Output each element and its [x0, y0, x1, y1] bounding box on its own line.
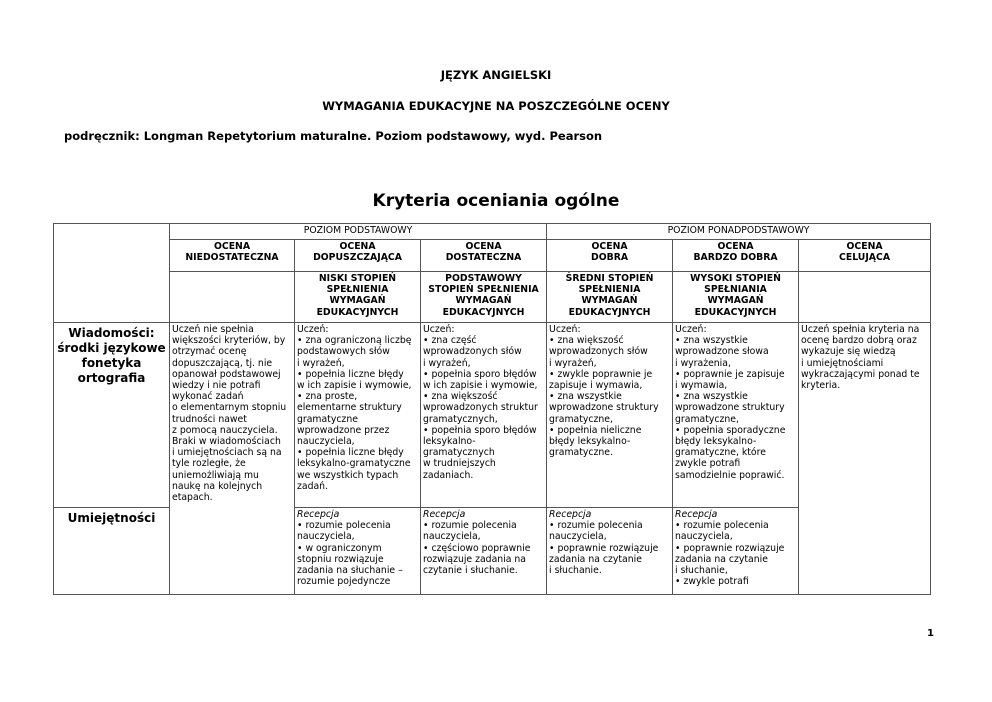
grade-header-line: OCENA: [846, 241, 883, 252]
grade-fail-description-line: etapach.: [172, 492, 213, 504]
grade-header-line: CELUJĄCA: [839, 252, 891, 264]
degree-header-line: STOPIEŃ SPEŁNIENIA: [428, 284, 539, 296]
grade-header-line: BARDZO DOBRA: [693, 252, 778, 264]
skills-line: • rozumie polecenia: [675, 520, 769, 532]
knowledge-line: wprowadzone słowa: [675, 346, 769, 358]
skills-line: • częściowo poprawnie: [423, 542, 531, 554]
skills-line: • w ograniczonym: [297, 542, 382, 554]
criteria-table: [53, 223, 931, 595]
grade-header-line: OCENA: [717, 241, 754, 252]
knowledge-line: wprowadzone struktury: [675, 402, 785, 414]
knowledge-line: samodzielnie poprawić.: [675, 469, 785, 481]
degree-header-line: WYMAGAŃ: [455, 295, 512, 307]
skills-line: czytanie i słuchanie.: [423, 565, 518, 577]
knowledge-satisfactory: [421, 323, 547, 508]
grade-header-satisfactory: [421, 240, 547, 272]
grade-fail-description-line: o elementarnym stopniu: [172, 402, 287, 414]
grade-fail-description-line: Uczeń nie spełnia: [172, 324, 254, 335]
reception-heading: Recepcja: [423, 509, 466, 520]
knowledge-line: gramatyczne,: [675, 413, 739, 425]
degree-header-line: EDUKACYJNYCH: [442, 306, 525, 318]
knowledge-line: w ich zapisie i wymowie,: [297, 380, 412, 392]
degree-header-line: ŚREDNI STOPIEŃ: [565, 273, 654, 284]
grade-fail-description-line: większości kryteriów, by: [172, 335, 286, 347]
skills-line: • zwykle potrafi: [675, 576, 749, 588]
knowledge-line: i wyrażeń,: [549, 357, 597, 369]
skills-line: i słuchanie,: [675, 565, 728, 577]
knowledge-line: zapisuje i wymawia,: [549, 380, 643, 392]
knowledge-line: • zna proste,: [297, 391, 358, 403]
degree-header-line: WYSOKI STOPIEŃ: [690, 273, 781, 284]
knowledge-line: podstawowych słów: [297, 346, 390, 358]
excellent-line: wykraczającymi ponad te: [801, 368, 920, 380]
skills-line: • rozumie polecenia: [549, 520, 643, 532]
skills-line: rozwiązuje zadania na: [423, 553, 526, 565]
corner-cell: [54, 224, 170, 323]
grade-header-line: OCENA: [339, 241, 376, 252]
reception-heading: Recepcja: [675, 509, 718, 520]
level-advanced-header: POZIOM PONADPODSTAWOWY: [547, 224, 931, 240]
row-label-skills-line: Umiejętności: [67, 511, 156, 525]
knowledge-line: wprowadzonych słów: [423, 346, 522, 358]
knowledge-line: w ich zapisie i wymowie,: [423, 380, 538, 392]
skills-line: nauczyciela,: [549, 531, 607, 543]
knowledge-line: • zna wszystkie: [675, 335, 748, 347]
grade-fail-description-line: wykonać zadań: [172, 391, 244, 403]
degree-header-line: WYMAGAŃ: [329, 295, 386, 307]
skills-line: • rozumie polecenia: [297, 520, 391, 532]
row-label-knowledge-line: fonetyka: [81, 356, 142, 370]
knowledge-line: wprowadzonych słów: [549, 346, 648, 358]
section-title: Kryteria oceniania ogólne: [372, 191, 620, 211]
knowledge-line: Uczeń:: [423, 324, 455, 335]
skills-line: rozumie pojedyncze: [297, 576, 391, 588]
grade-fail-description-line: uniemożliwiają mu: [172, 469, 259, 481]
knowledge-line: nauczyciela,: [297, 436, 355, 448]
skills-sufficient: [295, 508, 421, 595]
skills-line: zadania na czytanie: [675, 553, 768, 565]
row-label-skills: [54, 508, 170, 595]
skills-line: • poprawnie rozwiązuje: [549, 542, 659, 554]
grade-header-line: OCENA: [591, 241, 628, 252]
degree-header-line: SPEŁNIENIA: [578, 284, 641, 296]
skills-line: zadania na czytanie: [549, 553, 642, 565]
knowledge-line: gramatyczne: [297, 413, 358, 425]
level-basic-header: POZIOM PODSTAWOWY: [170, 224, 547, 240]
excellent-line: Uczeń spełnia kryteria na: [801, 324, 920, 335]
skills-satisfactory: [421, 508, 547, 595]
knowledge-line: błędy leksykalno-: [549, 436, 631, 448]
knowledge-line: • poprawnie je zapisuje: [675, 368, 785, 380]
skills-good: [547, 508, 673, 595]
knowledge-line: elementarne struktury: [297, 402, 402, 414]
page-number: 1: [927, 628, 934, 639]
knowledge-line: leksykalno-: [423, 436, 476, 448]
excellent-line: kryteria.: [801, 380, 841, 392]
degree-header-line: EDUKACYJNYCH: [694, 306, 777, 318]
knowledge-line: • zna większość: [423, 391, 498, 403]
knowledge-good: [547, 323, 673, 508]
knowledge-line: we wszystkich typach: [297, 469, 399, 481]
grade-header-excellent: [799, 240, 931, 272]
grade-fail-description-line: tyle rozległe, że: [172, 458, 246, 470]
grade-header-very-good: [673, 240, 799, 272]
degree-header-line: WYMAGAŃ: [707, 295, 764, 307]
grade-fail-description-line: naukę na kolejnych: [172, 480, 263, 492]
knowledge-line: • zna część: [423, 335, 477, 347]
degree-header-very-good: [673, 272, 799, 323]
grade-fail-description-line: wiedzy i nie potrafi: [172, 380, 261, 392]
knowledge-line: wprowadzone przez: [297, 424, 390, 436]
requirements-heading: WYMAGANIA EDUKACYJNE NA POSZCZEGÓLNE OCENY: [322, 99, 670, 113]
skills-line: • poprawnie rozwiązuje: [675, 542, 785, 554]
skills-line: nauczyciela,: [297, 531, 355, 543]
excellent-line: wykazuje się wiedzą: [801, 346, 896, 358]
grade-header-fail: [170, 240, 295, 272]
knowledge-very-good: [673, 323, 799, 508]
grade-header-line: OCENA: [213, 241, 251, 252]
knowledge-line: zwykle potrafi: [675, 458, 741, 470]
grade-header-good: [547, 240, 673, 272]
grade-header-line: DOPUSZCZAJĄCA: [313, 252, 402, 264]
knowledge-line: wprowadzonych struktur: [423, 402, 538, 414]
knowledge-line: • popełnia sporo błędów: [423, 368, 537, 380]
row-label-knowledge-line: Wiadomości:: [68, 326, 155, 340]
knowledge-line: gramatycznych,: [423, 413, 498, 425]
degree-header-line: NISKI STOPIEŃ: [318, 273, 397, 284]
knowledge-line: leksykalno-gramatyczne: [297, 458, 411, 470]
grade-fail-description-line: z pomocą nauczyciela.: [172, 424, 278, 436]
knowledge-line: Uczeń:: [675, 324, 707, 335]
skills-very-good: [673, 508, 799, 595]
degree-header-excellent: [799, 272, 931, 323]
grade-fail-description-line: otrzymać ocenę: [172, 346, 247, 358]
grade-fail-description-line: Braki w wiadomościach: [172, 436, 281, 448]
knowledge-sufficient: [295, 323, 421, 508]
knowledge-line: wprowadzone struktury: [549, 402, 659, 414]
grade-header-sufficient: [295, 240, 421, 272]
knowledge-line: w trudniejszych: [423, 458, 496, 470]
skills-line: zadania na słuchanie –: [297, 565, 403, 577]
skills-line: nauczyciela,: [675, 531, 733, 543]
degree-header-line: WYMAGAŃ: [581, 295, 638, 307]
knowledge-line: • zna wszystkie: [675, 391, 748, 403]
degree-header-line: SPEŁNIENIA: [326, 284, 389, 296]
knowledge-line: i wyrażenia,: [675, 357, 731, 369]
excellent-line: i umiejętnościami: [801, 357, 884, 369]
reception-heading: Recepcja: [549, 509, 592, 520]
skills-line: i słuchanie.: [549, 565, 602, 577]
knowledge-line: gramatyczne,: [549, 413, 613, 425]
grade-fail-description-line: opanował podstawowej: [172, 368, 281, 380]
grade-fail-description-line: dopuszczającą, tj. nie: [172, 357, 273, 369]
knowledge-line: zadaniach.: [423, 469, 474, 481]
degree-header-satisfactory: [421, 272, 547, 323]
reception-heading: Recepcja: [297, 509, 340, 520]
knowledge-line: Uczeń:: [549, 324, 581, 335]
knowledge-line: • zna większość: [549, 335, 624, 347]
row-label-knowledge: [54, 323, 170, 508]
subject-heading: JĘZYK ANGIELSKI: [440, 68, 552, 82]
degree-header-line: SPEŁNIANIA: [704, 284, 767, 296]
knowledge-line: • zwykle poprawnie je: [549, 368, 653, 380]
knowledge-line: i wymawia,: [675, 380, 728, 392]
knowledge-line: błędy leksykalno-: [675, 436, 757, 448]
knowledge-line: • zna ograniczoną liczbę: [297, 335, 412, 347]
grade-excellent-description: [799, 323, 931, 595]
knowledge-line: Uczeń:: [297, 324, 329, 335]
grade-header-line: DOBRA: [591, 252, 629, 264]
grade-header-line: DOSTATECZNA: [445, 252, 522, 264]
degree-header-fail: [170, 272, 295, 323]
degree-header-line: PODSTAWOWY: [445, 273, 522, 284]
knowledge-line: gramatycznych: [423, 447, 495, 459]
knowledge-line: • zna wszystkie: [549, 391, 622, 403]
degree-header-sufficient: [295, 272, 421, 323]
grade-fail-description-line: trudności nawet: [172, 413, 247, 425]
grade-fail-description-line: i umiejętnościach są na: [172, 447, 282, 459]
skills-line: • rozumie polecenia: [423, 520, 517, 532]
knowledge-line: • popełnia sporo błędów: [423, 424, 537, 436]
knowledge-line: gramatyczne, które: [675, 447, 766, 459]
knowledge-line: gramatyczne.: [549, 447, 613, 459]
textbook-line: podręcznik: Longman Repetytorium maturalne. Poziom podstawowy, wyd. Pearson: [64, 129, 603, 143]
skills-line: nauczyciela,: [423, 531, 481, 543]
knowledge-line: zadań.: [297, 480, 329, 492]
row-label-knowledge-line: ortografia: [77, 371, 146, 385]
grade-header-line: OCENA: [465, 241, 502, 252]
degree-header-good: [547, 272, 673, 323]
knowledge-line: i wyrażeń,: [297, 357, 345, 369]
degree-header-line: EDUKACYJNYCH: [316, 306, 399, 318]
grade-header-line: NIEDOSTATECZNA: [185, 252, 279, 264]
knowledge-line: • popełnia liczne błędy: [297, 368, 404, 380]
excellent-line: ocenę bardzo dobrą oraz: [801, 335, 917, 347]
row-label-knowledge-line: środki językowe: [57, 341, 166, 355]
degree-header-line: EDUKACYJNYCH: [568, 306, 651, 318]
knowledge-line: • popełnia liczne błędy: [297, 447, 404, 459]
grade-fail-description: [170, 323, 295, 595]
knowledge-line: i wyrażeń,: [423, 357, 471, 369]
skills-line: stopniu rozwiązuje: [297, 553, 384, 565]
knowledge-line: • popełnia sporadyczne: [675, 424, 786, 436]
knowledge-line: • popełnia nieliczne: [549, 424, 642, 436]
